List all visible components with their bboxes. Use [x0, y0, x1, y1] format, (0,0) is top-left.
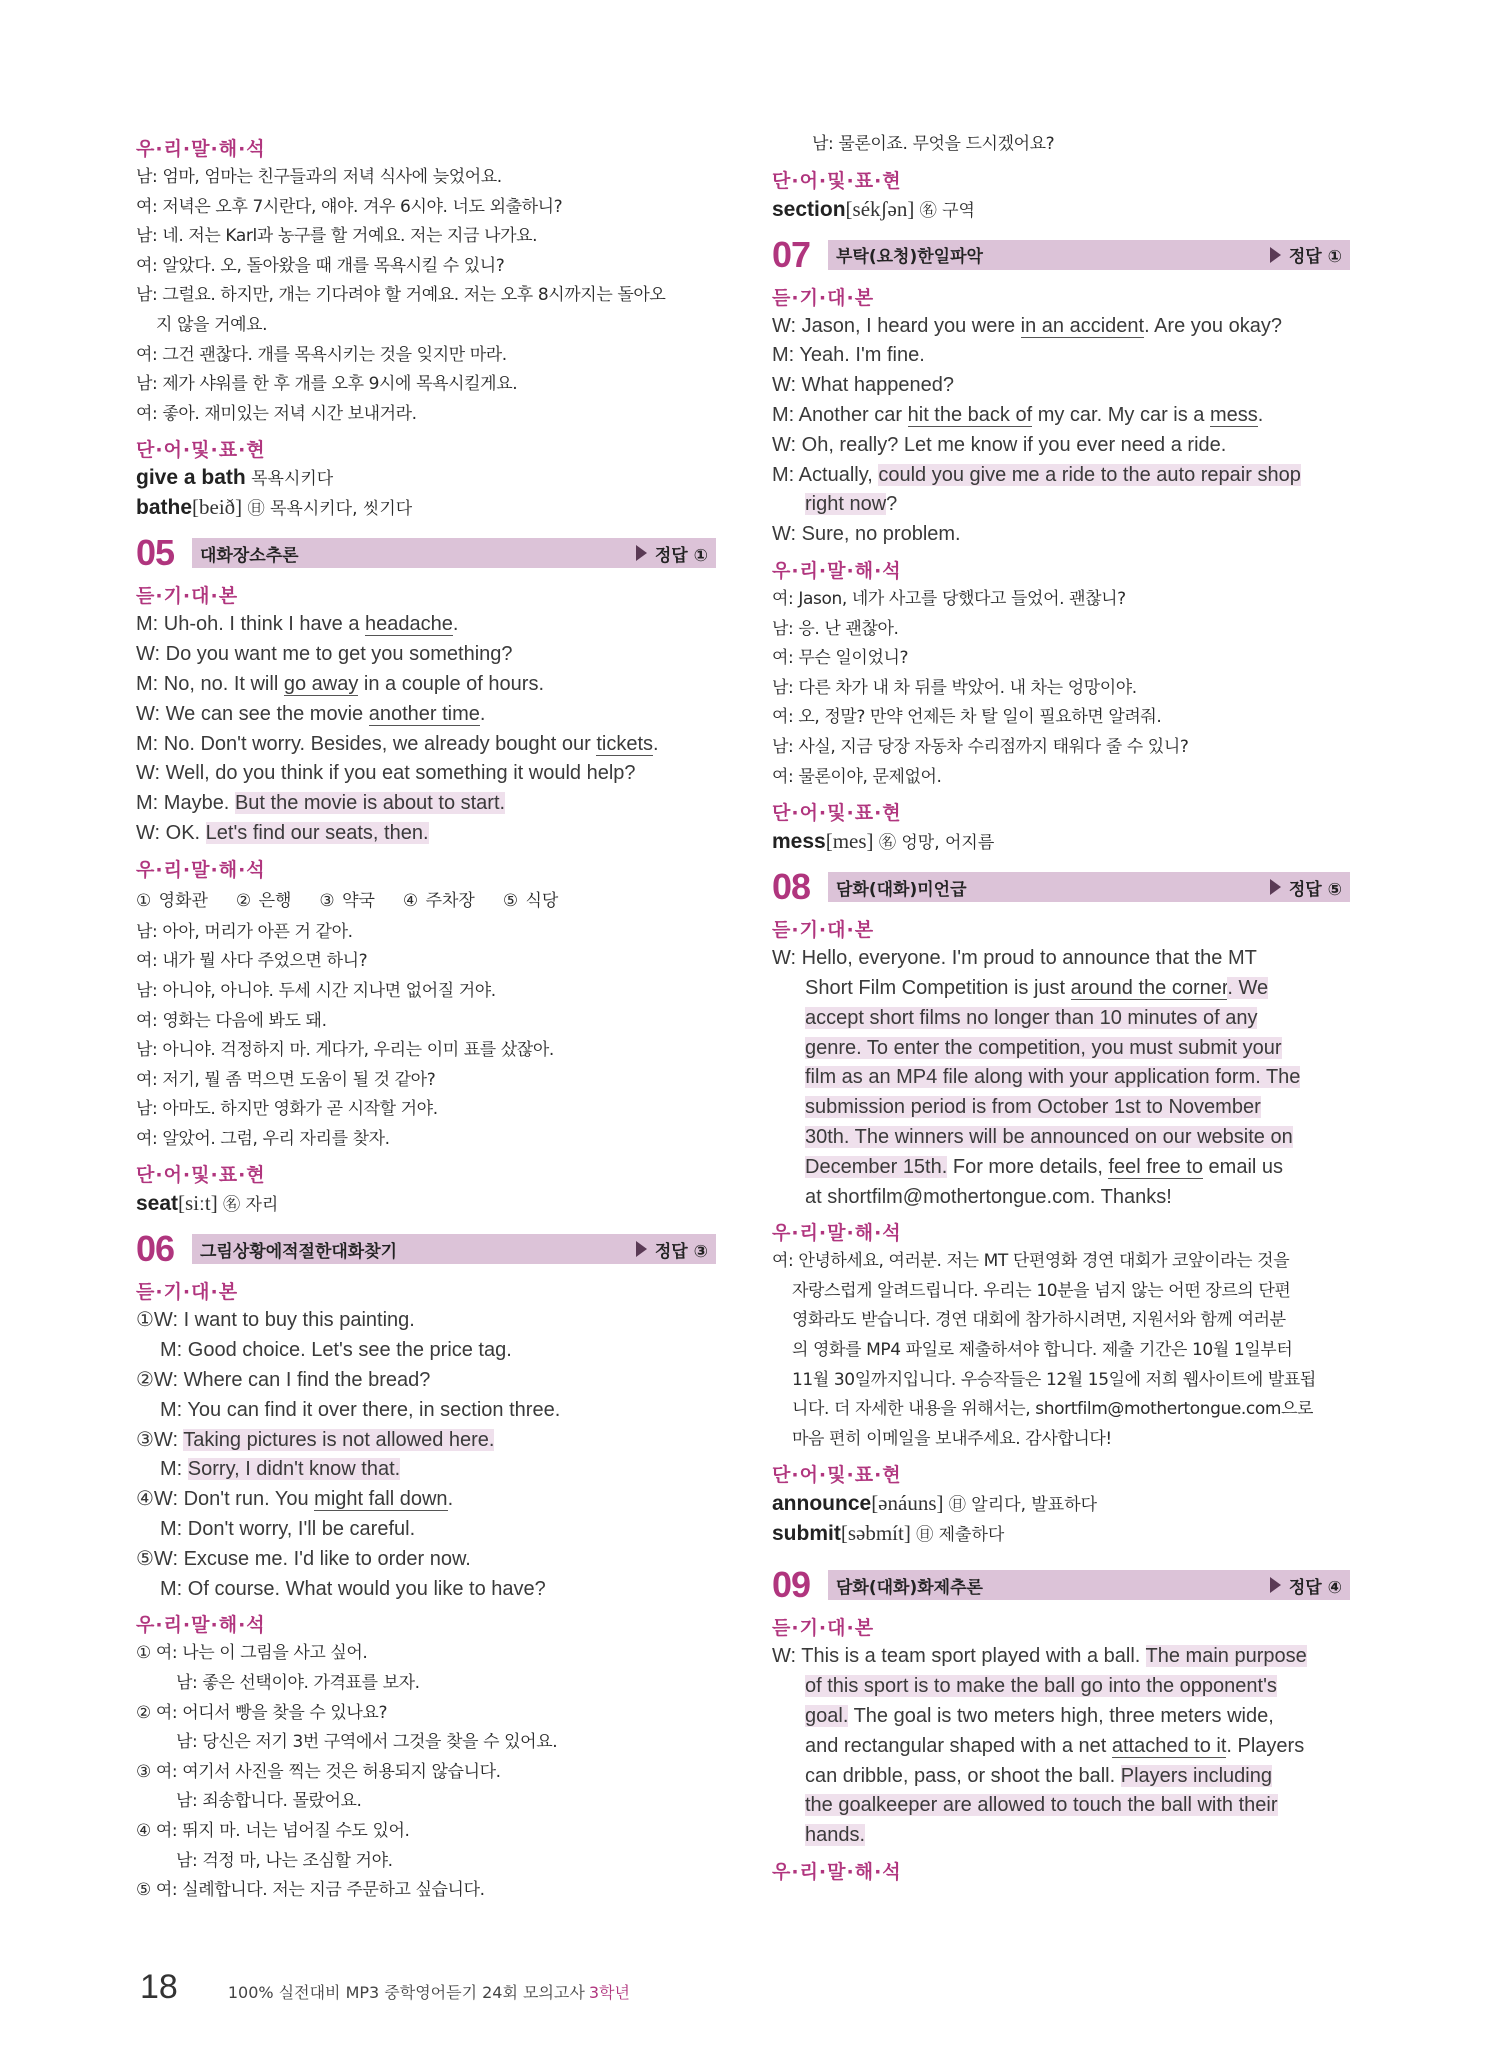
script-line: ②W: Where can I find the bread? — [136, 1369, 431, 1392]
play-triangle-icon — [1270, 1577, 1281, 1593]
script-line: W: Sure, no problem. — [772, 523, 961, 546]
translation-line: 남: 아니야, 아니야. 두세 시간 지나면 없어질 거야. — [136, 980, 496, 1001]
script-line: of this sport is to make the ball go into the opponent's — [805, 1675, 1277, 1698]
translation-line: 여: 물론이야, 문제없어. — [772, 766, 942, 787]
question-number: 08 — [772, 866, 811, 908]
script-line: ④W: Don't run. You might fall down. — [136, 1488, 454, 1511]
script-line: M: No, no. It will go away in a couple of hours. — [136, 672, 545, 695]
script-line: M: Don't worry, I'll be careful. — [160, 1518, 416, 1541]
option: ① 영화관 — [136, 890, 208, 911]
translation-line: 여: 알았어. 그럼, 우리 자리를 찾자. — [136, 1128, 390, 1149]
translation-label: 우·리·말·해·석 — [772, 559, 902, 582]
translation-line: 여: 그건 괜찮다. 개를 목욕시키는 것을 잊지만 마라. — [136, 344, 507, 365]
question-type: 부탁(요청)한일파악 — [836, 247, 983, 268]
script-line: accept short films no longer than 10 minutes of any — [805, 1006, 1258, 1029]
translation-line: 남: 네. 저는 Karl과 농구를 할 거예요. 저는 지금 나가요. — [136, 226, 538, 247]
question-type-bar — [828, 1570, 1350, 1600]
option: ② 은행 — [235, 890, 292, 911]
question-header-05 — [136, 531, 716, 575]
script-line: hands. — [805, 1824, 866, 1847]
script-line: ①W: I want to buy this painting. — [136, 1309, 415, 1332]
page-footer — [140, 1968, 630, 2007]
translation-line: 의 영화를 MP4 파일로 제출하셔야 합니다. 제출 기간은 10월 1일부터 — [792, 1340, 1293, 1361]
question-number: 07 — [772, 233, 811, 275]
translation-line: 남: 아마도. 하지만 영화가 곧 시작할 거야. — [136, 1099, 438, 1120]
script-line: W: Do you want me to get you something? — [136, 643, 513, 666]
question-type-bar — [192, 1234, 716, 1264]
script-line: can dribble, pass, or shoot the ball. Players including — [805, 1764, 1272, 1787]
translation-line: 남: 응. 난 괜찮아. — [772, 618, 899, 639]
translation-label: 우·리·말·해·석 — [136, 1614, 266, 1637]
question-type: 대화장소추론 — [200, 545, 299, 566]
translation-line: 여: 오, 정말? 만약 언제든 차 탈 일이 필요하면 알려줘. — [772, 707, 1162, 728]
vocab-item: submit[səbmít] ㊐ 제출하다 — [772, 1521, 1005, 1546]
vocab-label: 단·어·및·표·현 — [136, 1164, 266, 1187]
translation-line: 남: 아아, 머리가 아픈 거 같아. — [136, 921, 353, 942]
script-line: M: Of course. What would you like to have? — [160, 1577, 546, 1600]
script-line: W: This is a team sport played with a ball. The main purpose — [772, 1645, 1307, 1668]
translation-line: 남: 걱정 마, 나는 조심할 거야. — [176, 1850, 393, 1871]
translation-line: 남: 다른 차가 내 차 뒤를 박았어. 내 차는 엉망이야. — [772, 677, 1137, 698]
script-line: W: Oh, really? Let me know if you ever need a ride. — [772, 433, 1227, 456]
translation-line: ④ 여: 뛰지 마. 너는 넘어질 수도 있어. — [136, 1821, 410, 1841]
script-line: M: Good choice. Let's see the price tag. — [160, 1339, 512, 1362]
play-triangle-icon — [636, 1241, 647, 1257]
script-line: the goalkeeper are allowed to touch the ball with their — [805, 1794, 1278, 1817]
answer: 정답 ⑤ — [1270, 875, 1342, 900]
translation-line: 여: Jason, 네가 사고를 당했다고 들었어. 괜찮니? — [772, 588, 1126, 609]
book-title: 100% 실전대비 MP3 중학영어듣기 24회 모의고사 — [227, 1983, 585, 2002]
translation-line: 여: 영화는 다음에 봐도 돼. — [136, 1010, 327, 1031]
vocab-item: seat[siːt] ㊔ 자리 — [136, 1191, 279, 1216]
question-type-bar — [828, 240, 1350, 270]
script-line: December 15th. For more details, feel free to email us — [805, 1155, 1284, 1178]
translation-line: 여: 내가 뭘 사다 주었으면 하니? — [136, 951, 368, 972]
question-number: 05 — [136, 532, 175, 574]
script-line: W: We can see the movie another time. — [136, 702, 486, 725]
script-line: 30th. The winners will be announced on our website on — [805, 1125, 1293, 1148]
script-line: W: Well, do you think if you eat something it would help? — [136, 762, 636, 785]
q04-translation — [136, 163, 716, 429]
script-line: M: Yeah. I'm fine. — [772, 344, 925, 367]
translation-line: 남: 그럴요. 하지만, 개는 기다려야 할 거예요. 저는 오후 8시까지는 돌아오 — [136, 285, 666, 306]
translation-line: ⑤ 여: 실례합니다. 저는 지금 주문하고 싶습니다. — [136, 1880, 485, 1901]
translation-line: 마음 편히 이메일을 보내주세요. 감사합니다! — [792, 1428, 1112, 1449]
question-header-06 — [136, 1227, 716, 1271]
script-line: film as an MP4 file along with your application form. The — [805, 1066, 1301, 1089]
translation-line: 영화라도 받습니다. 경연 대회에 참가하시려면, 지원서와 함께 여러분 — [792, 1310, 1286, 1331]
vocab-item: section[sékʃən] ㊔ 구역 — [772, 196, 975, 221]
question-type-bar — [192, 538, 716, 568]
translation-line: 남: 당신은 저기 3번 구역에서 그것을 찾을 수 있어요. — [176, 1732, 558, 1753]
question-number: 06 — [136, 1228, 175, 1270]
question-type-bar — [828, 872, 1350, 902]
script-label: 듣·기·대·본 — [136, 585, 239, 608]
translation-line: 여: 좋아. 재미있는 저녁 시간 보내거라. — [136, 403, 417, 424]
script-line: M: Actually, could you give me a ride to the auto repair shop — [772, 463, 1301, 486]
option: ⑤ 식당 — [502, 890, 559, 911]
translation-line: 여: 저기, 뭘 좀 먹으면 도움이 될 것 같아? — [136, 1069, 436, 1090]
translation-line: 남: 물론이죠. 무엇을 드시겠어요? — [812, 134, 1055, 154]
translation-label: 우·리·말·해·석 — [136, 138, 266, 160]
translation-line: 남: 아니야. 걱정하지 마. 게다가, 우리는 이미 표를 샀잖아. — [136, 1040, 554, 1061]
script-line: Short Film Competition is just around the corner. We — [805, 976, 1269, 999]
translation-label: 우·리·말·해·석 — [136, 858, 266, 881]
translation-line: 남: 좋은 선택이야. 가격표를 보자. — [176, 1673, 420, 1694]
question-header-08 — [772, 865, 1350, 909]
vocab-item: give a bath 목욕시키다 — [136, 466, 334, 490]
question-header-09 — [772, 1563, 1350, 1607]
translation-line: 지 않을 거예요. — [156, 314, 268, 335]
script-line: genre. To enter the competition, you must submit your — [805, 1036, 1282, 1059]
grade-label: 3학년 — [588, 1983, 630, 2002]
translation-line: 여: 저녁은 오후 7시란다, 얘야. 겨우 6시야. 너도 외출하니? — [136, 196, 563, 217]
translation-line: 남: 엄마, 엄마는 친구들과의 저녁 식사에 늦었어요. — [136, 167, 502, 187]
translation-line: ① 여: 나는 이 그림을 사고 싶어. — [136, 1643, 368, 1664]
vocab-label: 단·어·및·표·현 — [136, 439, 266, 462]
script-line: M: You can find it over there, in section three. — [160, 1398, 561, 1421]
translation-line: 여: 무슨 일이었니? — [772, 648, 909, 669]
script-line: M: Uh-oh. I think I have a headache. — [136, 613, 459, 636]
script-line: W: Hello, everyone. I'm proud to announce that the MT — [772, 947, 1257, 970]
play-triangle-icon — [636, 545, 647, 561]
script-label: 듣·기·대·본 — [772, 919, 875, 942]
translation-line: 남: 제가 샤워를 한 후 개를 오후 9시에 목욕시킬게요. — [136, 374, 518, 395]
answer: 정답 ③ — [636, 1237, 708, 1262]
question-type: 그림상황에적절한대화찾기 — [200, 1241, 398, 1262]
answer: 정답 ① — [1270, 242, 1342, 267]
option: ③ 약국 — [319, 890, 375, 911]
question-type: 담화(대화)미언급 — [836, 879, 967, 900]
vocab-item: bathe[beið] ㊐ 목욕시키다, 씻기다 — [136, 495, 413, 520]
play-triangle-icon — [1270, 879, 1281, 895]
page-number: 18 — [140, 1968, 178, 2006]
translation-line: 11월 30일까지입니다. 우승작들은 12월 15일에 저희 웹사이트에 발표됩 — [792, 1369, 1316, 1390]
script-line: right now? — [805, 493, 898, 516]
translation-label: 우·리·말·해·석 — [772, 1222, 902, 1245]
script-line: ③W: Taking pictures is not allowed here. — [136, 1428, 495, 1451]
translation-line: 남: 사실, 지금 당장 자동차 수리점까지 태워다 줄 수 있니? — [772, 736, 1189, 757]
script-line: M: No. Don't worry. Besides, we already bought our tickets. — [136, 732, 659, 755]
script-line: W: What happened? — [772, 374, 954, 397]
question-type: 담화(대화)화제추론 — [836, 1577, 983, 1598]
question-number: 09 — [772, 1564, 811, 1606]
script-label: 듣·기·대·본 — [772, 286, 875, 309]
script-line: W: Jason, I heard you were in an accident. Are you okay? — [772, 314, 1282, 337]
script-line: submission period is from October 1st to November — [805, 1096, 1261, 1119]
translation-line: 여: 안녕하세요, 여러분. 저는 MT 단편영화 경연 대회가 코앞이라는 것을 — [772, 1251, 1290, 1272]
vocab-label: 단·어·및·표·현 — [772, 802, 902, 825]
vocab-label: 단·어·및·표·현 — [772, 1464, 902, 1487]
translation-label: 우·리·말·해·석 — [772, 1861, 902, 1884]
script-line: W: OK. Let's find our seats, then. — [136, 821, 429, 844]
translation-line: 남: 죄송합니다. 몰랐어요. — [176, 1791, 362, 1812]
script-line: ⑤W: Excuse me. I'd like to order now. — [136, 1547, 471, 1570]
answer-options — [136, 884, 716, 918]
play-triangle-icon — [1270, 247, 1281, 263]
vocab-label: 단·어·및·표·현 — [772, 169, 902, 192]
script-line: at shortfilm@mothertongue.com. Thanks! — [805, 1185, 1172, 1208]
vocab-item: mess[mes] ㊔ 엉망, 어지름 — [772, 829, 995, 854]
translation-line: 니다. 더 자세한 내용을 위해서는, shortfilm@mothertongue.com으로 — [792, 1399, 1314, 1420]
vocab-item: announce[ənáuns] ㊐ 알리다, 발표하다 — [772, 1491, 1098, 1516]
script-line: goal. The goal is two meters high, three meters wide, — [805, 1705, 1274, 1728]
option: ④ 주차장 — [402, 890, 475, 911]
translation-line: ② 여: 어디서 빵을 찾을 수 있나요? — [136, 1702, 388, 1723]
translation-line: 여: 알았다. 오, 돌아왔을 때 개를 목욕시킬 수 있니? — [136, 255, 505, 276]
answer: 정답 ① — [636, 541, 708, 566]
script-line: M: Sorry, I didn't know that. — [160, 1458, 401, 1481]
question-header-07 — [772, 233, 1350, 277]
right-column — [772, 128, 1350, 1886]
script-label: 듣·기·대·본 — [772, 1617, 875, 1640]
script-line: and rectangular shaped with a net attached to it. Players — [805, 1734, 1305, 1757]
translation-line: 자랑스럽게 알려드립니다. 우리는 10분을 넘지 않는 어떤 장르의 단편 — [792, 1280, 1291, 1301]
script-label: 듣·기·대·본 — [136, 1281, 239, 1304]
translation-line: ③ 여: 여기서 사진을 찍는 것은 허용되지 않습니다. — [136, 1761, 501, 1782]
left-column — [136, 128, 716, 1906]
script-line: M: Maybe. But the movie is about to start. — [136, 792, 506, 815]
script-line: M: Another car hit the back of my car. My car is a mess. — [772, 403, 1264, 426]
answer: 정답 ④ — [1270, 1573, 1342, 1598]
